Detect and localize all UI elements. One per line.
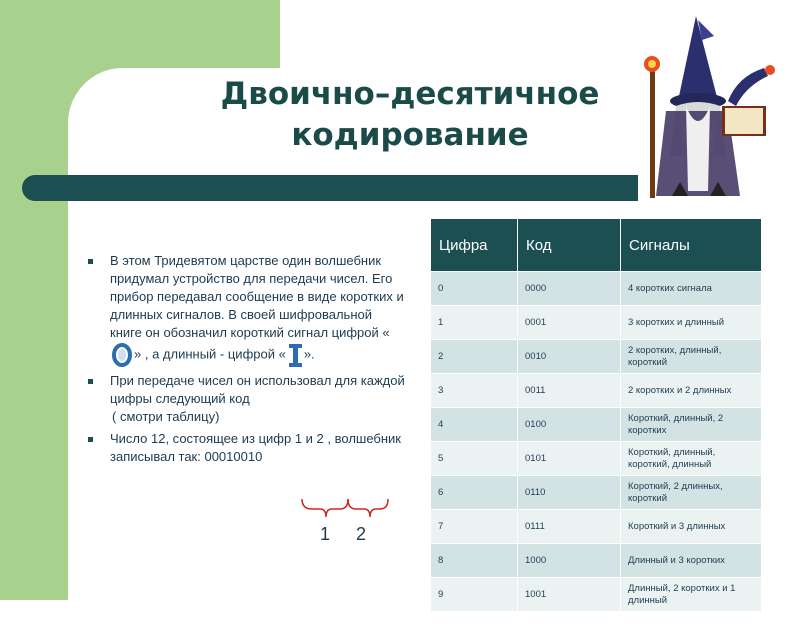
cell-digit: 2 [431, 340, 518, 374]
story-text-2: » , а длинный - цифрой « [134, 346, 286, 362]
bullet-item-example [86, 430, 406, 466]
cell-signals: Длинный и 3 коротких [621, 544, 762, 578]
cell-signals: Короткий, длинный, 2 коротких [621, 408, 762, 442]
title-underline-bar [22, 175, 638, 201]
cell-digit: 3 [431, 374, 518, 408]
brace-label-2: 2 [356, 524, 367, 544]
cell-signals: Короткий, 2 длинных, короткий [621, 476, 762, 510]
cell-code: 1000 [518, 544, 621, 578]
cell-digit: 1 [431, 306, 518, 340]
cell-signals: Длинный, 2 коротких и 1 длинный [621, 578, 762, 612]
cell-digit: 9 [431, 578, 518, 612]
slide-title [180, 74, 640, 156]
cell-code: 1001 [518, 578, 621, 612]
table-row [431, 374, 762, 408]
cell-code: 0010 [518, 340, 621, 374]
cell-signals: 3 коротких и длинный [621, 306, 762, 340]
bullet-list [86, 252, 406, 470]
table-row [431, 510, 762, 544]
cell-code: 0101 [518, 442, 621, 476]
table-header-row [431, 219, 762, 272]
cell-signals: 2 коротких, длинный, короткий [621, 340, 762, 374]
cell-code: 0011 [518, 374, 621, 408]
cell-signals: 2 коротких и 2 длинных [621, 374, 762, 408]
table-row [431, 476, 762, 510]
zero-glyph-icon [110, 343, 134, 367]
brace-label-1: 1 [320, 524, 331, 544]
grouping-brace [300, 497, 390, 523]
header-digit: Цифра [431, 219, 518, 272]
cell-code: 0000 [518, 272, 621, 306]
bullet-item-code [86, 372, 406, 426]
cell-digit: 4 [431, 408, 518, 442]
cell-code: 0001 [518, 306, 621, 340]
table-row [431, 544, 762, 578]
example-text: Число 12, состоящее из цифр 1 и 2 , волшебник записывал так: 00010010 [110, 431, 401, 464]
cell-signals: Короткий и 3 длинных [621, 510, 762, 544]
header-signals: Сигналы [621, 219, 762, 272]
code-text: При передаче чисел он использовал для каждой цифры следующий код [110, 373, 405, 406]
title-line-1: Двоично–десятичное [220, 76, 600, 112]
table-row [431, 306, 762, 340]
bullet-item-story [86, 252, 406, 368]
cell-digit: 6 [431, 476, 518, 510]
table-row [431, 408, 762, 442]
cell-code: 0111 [518, 510, 621, 544]
title-line-2: кодирование [291, 117, 529, 153]
cell-code: 0110 [518, 476, 621, 510]
table-row [431, 578, 762, 612]
header-code: Код [518, 219, 621, 272]
cell-digit: 8 [431, 544, 518, 578]
table-row [431, 340, 762, 374]
table-row [431, 272, 762, 306]
cell-digit: 5 [431, 442, 518, 476]
one-glyph-icon [286, 342, 304, 368]
story-text-1: В этом Тридевятом царстве один волшебник придумал устройство для передачи чисел. Его прибор передавал сообщение в виде коротких и длинных сигналов. В своей шифровальной книге он обозначил короткий сигнал цифрой « [110, 253, 404, 340]
table-row [431, 442, 762, 476]
cell-signals: 4 коротких сигнала [621, 272, 762, 306]
story-text-3: ». [303, 346, 315, 362]
code-table [430, 218, 762, 612]
cell-digit: 7 [431, 510, 518, 544]
cell-signals: Короткий, длинный, короткий, длинный [621, 442, 762, 476]
code-hint: ( смотри таблицу) [112, 409, 220, 424]
cell-digit: 0 [431, 272, 518, 306]
wizard-icon [636, 6, 786, 202]
cell-code: 0100 [518, 408, 621, 442]
